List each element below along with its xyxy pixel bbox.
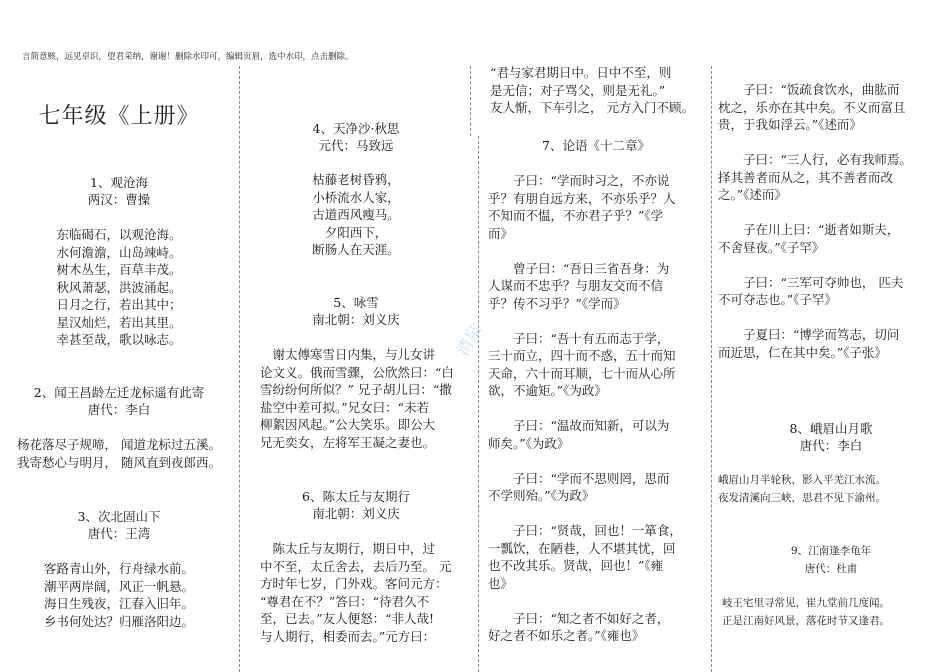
text-line: 子曰：“学而不思则罔，思而 (513, 470, 670, 486)
poem-author: 元代：马致远 (318, 138, 394, 153)
column-4 (712, 64, 950, 672)
text-line: 之。”《述而》 (718, 187, 787, 202)
watermark: 清泉 (452, 321, 486, 359)
text-line: 人谋而不忠乎？与朋友交而不信 (488, 278, 664, 293)
page-title: 七年级《上册》 (38, 104, 200, 129)
text-line: 夜发清溪向三峡，思君不见下渝州。 (718, 491, 886, 504)
poem-body (0, 436, 238, 471)
quote-block (718, 274, 912, 309)
text-line: 也不改其乐。贤哉，回也！”《雍 (488, 558, 664, 573)
text-line: 枕之，乐亦在其中矣。不义而富且 (718, 99, 906, 115)
text-line: 子曰：“吾十有五而志于学， (513, 330, 670, 346)
text-line: 子曰：“知之者不如好之者， (513, 610, 670, 626)
poem-author: 唐代：杜甫 (804, 563, 858, 575)
column-1 (0, 64, 238, 672)
text-line: 小桥流水人家， (312, 189, 400, 205)
quote-block (718, 221, 912, 256)
text-line: 水何澹澹，山岛竦峙。 (56, 244, 182, 260)
prose-body (260, 540, 451, 645)
column-3 (480, 64, 712, 672)
text-line: 杨花落尽子规啼， 闻道龙标过五溪。 (17, 437, 221, 452)
prose-body (260, 346, 454, 451)
quote-block (488, 330, 682, 400)
text-line: “尊君在不？”答曰：“待君久不 (260, 593, 430, 609)
text-line: 贵，于我如浮云。”《述而》 (718, 117, 862, 132)
text-line: 秋风萧瑟，洪波涌起。 (56, 279, 182, 295)
text-line: 论文义。俄而雪骤，公欣然曰：“白 (260, 364, 454, 380)
text-line: 断肠人在天涯。 (312, 242, 400, 257)
quote-block (718, 151, 912, 204)
text-line: 海日生残夜，江春入旧年。 (43, 596, 194, 611)
text-line: 雪纷纷何所似？” 兄子胡儿曰：“撒 (260, 382, 452, 397)
poem-title: 4、天净沙·秋思 (312, 121, 400, 136)
text-line: 峨眉山月半轮秋，影入平羌江水流。 (718, 474, 886, 486)
text-line: 至，已去。”友人便怒：“非人哉! (260, 611, 435, 626)
text-line: 东临碣石，以观沧海。 (56, 227, 182, 242)
poem-author: 唐代：李白 (87, 402, 151, 417)
quote-block (718, 81, 912, 134)
text-line: 是无信；对子骂父，则是无礼。” (490, 82, 666, 98)
poem-body (722, 595, 890, 630)
text-line: 子曰：“三军可夺帅也， 匹夫 (743, 274, 904, 290)
text-line: 子曰：“三人行，必有我师焉。 (743, 152, 912, 167)
text-line: 择其善者而从之，其不善者而改 (718, 169, 894, 185)
text-line: 我寄愁心与明月， 随风直到夜郎西。 (17, 454, 221, 470)
poem-body (240, 171, 472, 259)
text-line: 师矣。”《为政》 (488, 435, 570, 451)
text-line: 三十而立，四十而不惑，五十而知 (488, 348, 676, 363)
watermark-notice: 言简意赅，远见卓识，望君采纳，谢谢！删除水印可，编辑页眉，选中水印，点击删除。 (22, 52, 354, 62)
poem-title: 3、次北固山下 (77, 509, 161, 524)
text-line: 幸甚至哉，歌以咏志。 (56, 332, 182, 347)
text-line: 正是江南好风景，落花时节又逢君。 (722, 614, 890, 627)
poem-author: 唐代：李白 (799, 438, 863, 453)
quote-block (488, 610, 682, 645)
text-line: 日月之行，若出其中； (56, 297, 182, 312)
text-line: 盐空中差可拟。”兄女曰：“未若 (260, 399, 430, 415)
text-line: 星汉灿烂，若出其里。 (56, 314, 182, 330)
text-line: 兄无奕女，左将军王凝之妻也。 (260, 434, 436, 450)
text-line: 子在川上曰：“逝者如斯夫， (743, 222, 900, 237)
poem-body (718, 472, 886, 507)
text-line: 岐王宅里寻常见，崔九堂前几度闻。 (722, 597, 890, 609)
text-line: 树木丛生，百草丰茂。 (56, 262, 182, 277)
text-line: 古道西风瘦马。 (312, 207, 400, 222)
text-line: 谢太傅寒雪日内集，与儿女讲 (272, 347, 436, 362)
poem-title: 6、陈太丘与友期行 (302, 489, 410, 504)
poem-body (0, 226, 238, 349)
text-line: 与人期行，相委而去。”元方曰： (260, 628, 436, 644)
text-line: 不舍昼夜。”《子罕》 (718, 239, 825, 255)
text-line: 子曰：“学而时习之，不亦说 (513, 173, 670, 188)
poem-author: 南北朝：刘义庆 (312, 312, 400, 327)
quote-block (488, 260, 682, 313)
text-line: 陈太丘与友期行，期日中，过 (272, 541, 436, 556)
quote-block (488, 417, 682, 452)
text-line: 柳絮因风起。”公大笑乐。即公大 (260, 417, 436, 432)
text-line: 不可夺志也。”《子罕》 (718, 292, 837, 307)
text-line: “君与家君期日中。日中不至，则 (490, 65, 672, 80)
text-line: 子夏曰：“博学而笃志，切问 (743, 327, 900, 342)
poem-author: 唐代：王湾 (87, 526, 151, 541)
poem-author: 两汉：曹操 (87, 192, 151, 207)
text-line: 友人惭，下车引之， 元方入门不顾。 (490, 100, 694, 115)
text-line: 天命，六十而耳顺，七十而从心所 (488, 365, 676, 381)
analects-quotes (718, 81, 912, 379)
quote-block (718, 326, 912, 361)
text-line: 中不至，太丘舍去，去后乃至。 元 (260, 558, 452, 574)
text-line: 曾子曰：“吾日三省吾身：为 (513, 260, 670, 276)
column-2 (240, 64, 472, 672)
text-line: 客路青山外，行舟绿水前。 (43, 561, 194, 576)
poem-body (0, 560, 238, 630)
text-line: 潮平两岸阔，风正一帆悬。 (43, 578, 194, 594)
text-line: 不学则殆。”《为政》 (488, 488, 595, 503)
text-line: 欲，不逾矩。”《为政》 (488, 383, 607, 398)
text-line: 好之者不如乐之者。”《雍也》 (488, 628, 645, 643)
poem-title: 1、观沧海 (90, 175, 148, 190)
poem-title: 9、江南逢李龟年 (790, 545, 872, 557)
text-line: 一瓢饮，在陋巷，人不堪其忧，回 (488, 540, 676, 556)
quote-block (488, 172, 682, 242)
text-line: 而近思，仁在其中矣。”《子张》 (718, 344, 887, 360)
text-line: 乎？有朋自远方来，不亦乐乎？人 (488, 190, 676, 206)
analects-quotes (488, 172, 682, 662)
text-line: 不知而不愠，不亦君子乎？”《学 (488, 208, 664, 223)
prose-continuation (490, 64, 694, 117)
quote-block (488, 522, 682, 592)
text-line: 子曰：“温故而知新，可以为 (513, 418, 670, 433)
section-title: 7、论语《十二章》 (542, 138, 650, 153)
poem-title: 2、闻王昌龄左迁龙标遥有此寄 (33, 385, 205, 400)
column-divider (478, 136, 479, 672)
poem-title: 5、咏雪 (333, 295, 379, 310)
text-line: 枯藤老树昏鸦， (312, 172, 400, 187)
quote-block (488, 470, 682, 505)
text-line: 方时年七岁，门外戏。客问元方： (260, 576, 448, 591)
text-line: 而》 (488, 225, 514, 241)
text-line: 子曰：“饭疏食饮水，曲肱而 (743, 82, 900, 97)
text-line: 也》 (488, 575, 514, 591)
poem-title: 8、峨眉山月歌 (789, 421, 873, 436)
text-line: 夕阳西下， (324, 224, 388, 240)
text-line: 乡书何处达？归雁洛阳边。 (43, 613, 194, 629)
text-line: 子曰：“贤哉，回也！一箪食， (513, 523, 682, 538)
poem-author: 南北朝：刘义庆 (312, 506, 400, 521)
text-line: 乎？传不习乎？”《学而》 (488, 295, 626, 311)
